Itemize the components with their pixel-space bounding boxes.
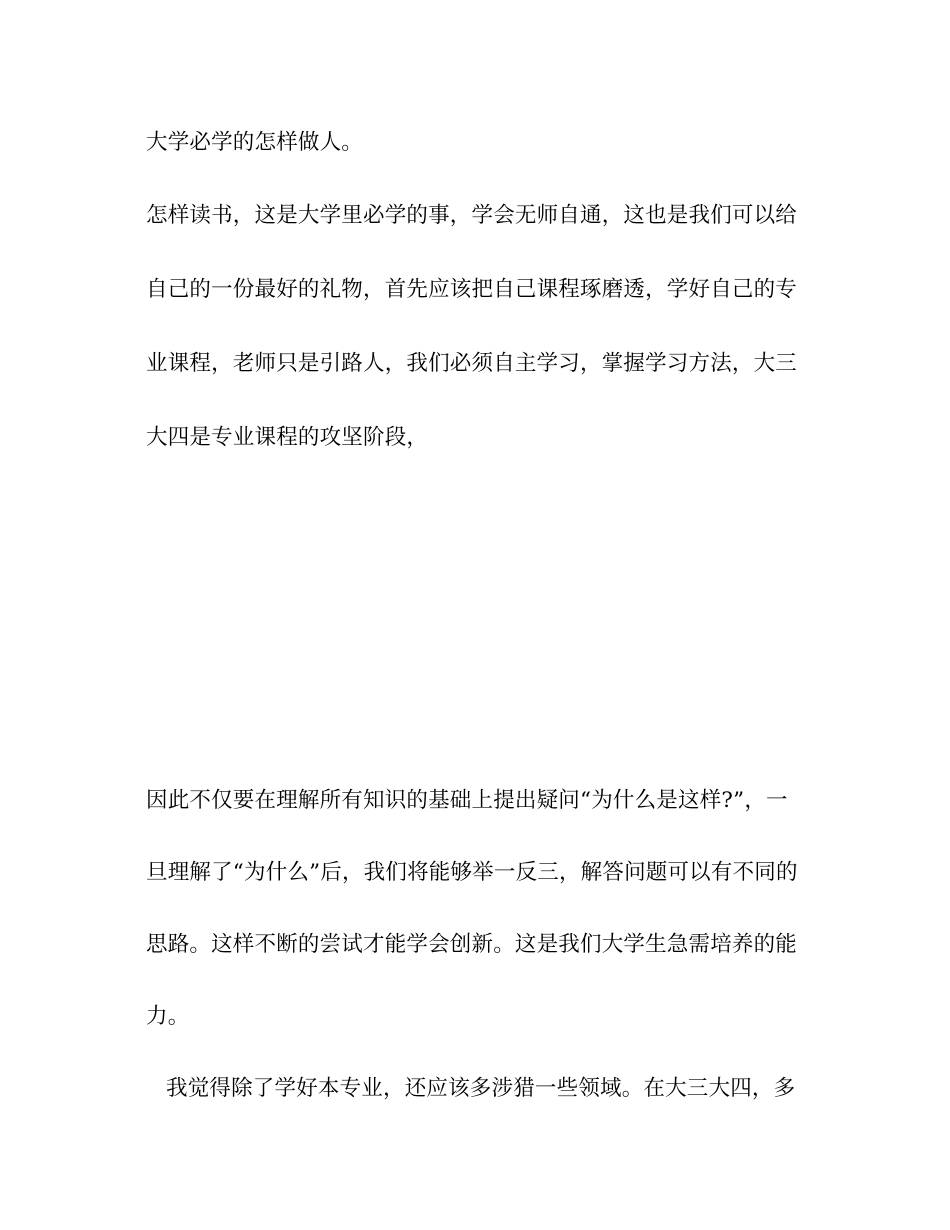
paragraph-line: 大四是专业课程的攻坚阶段，	[146, 425, 429, 450]
paragraph-line: 因此不仅要在理解所有知识的基础上提出疑问“为什么是这样?”，一	[146, 788, 788, 813]
paragraph-line: 业课程，老师只是引路人，我们必须自主学习，掌握学习方法，大三	[146, 351, 798, 376]
paragraph-line: 大学必学的怎样做人。	[146, 130, 364, 155]
paragraph-line: 力。	[146, 1004, 190, 1029]
paragraph-line: 我觉得除了学好本专业，还应该多涉猎一些领域。在大三大四，多	[166, 1076, 796, 1101]
paragraph-line: 怎样读书，这是大学里必学的事，学会无师自通，这也是我们可以给	[146, 203, 798, 228]
paragraph-line: 旦理解了“为什么”后，我们将能够举一反三，解答问题可以有不同的	[146, 860, 798, 885]
paragraph-line: 思路。这样不断的尝试才能学会创新。这是我们大学生急需培养的能	[146, 932, 798, 957]
paragraph-line: 自己的一份最好的礼物，首先应该把自己课程琢磨透，学好自己的专	[146, 277, 798, 302]
